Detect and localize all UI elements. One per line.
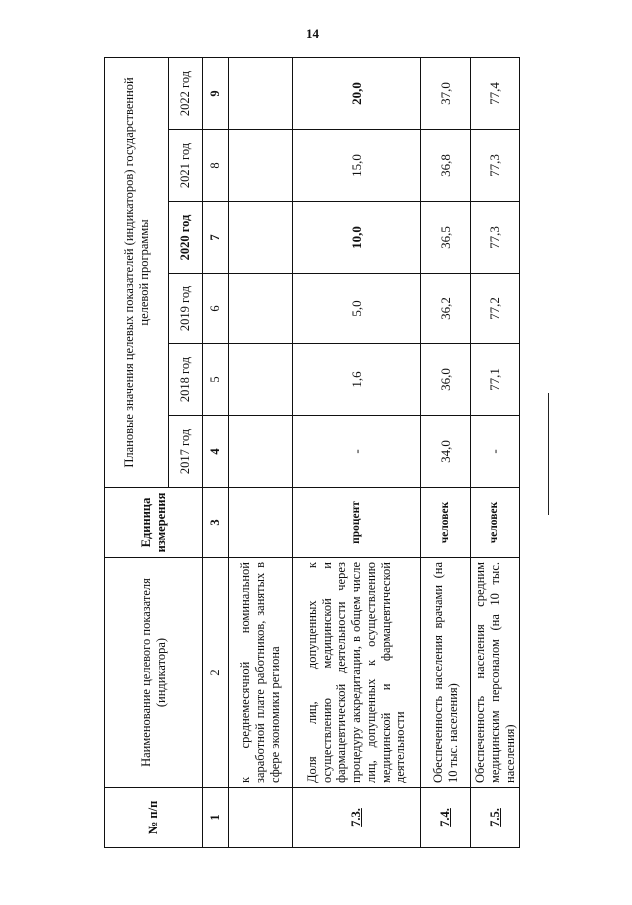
indicator-name: Обеспеченность населения врачами (на 10 тыс. населения) (421, 558, 471, 788)
col-number: 9 (203, 57, 229, 129)
side-divider-line (548, 393, 549, 515)
value-2018 (229, 344, 293, 416)
header-year-2020: 2020 год (169, 202, 203, 274)
indicator-unit: человек (421, 488, 471, 558)
indicator-name: к среднемесячной номинальной заработной плате работников, занятых в сфере экономики региона (229, 558, 293, 788)
value-2017: - (471, 416, 520, 488)
header-unit: Единица измерения (105, 488, 203, 558)
row-number: 7.4. (421, 788, 471, 848)
indicator-unit: процент (293, 488, 421, 558)
value-2020: 77,3 (471, 202, 520, 274)
value-2018: 1,6 (293, 344, 421, 416)
row-number: 7.5. (471, 788, 520, 848)
value-2020: 36,5 (421, 202, 471, 274)
value-2022: 37,0 (421, 57, 471, 129)
indicator-unit: человек (471, 488, 520, 558)
value-2022 (229, 57, 293, 129)
value-2017: 34,0 (421, 416, 471, 488)
indicator-name: Доля лиц, допущенных к осуществлению медицинской и фармацевтической деятельности через процедуру аккредитации, в общем числе лиц, допущенных к осуществлению медицинской и фармацевтической деятельности (293, 558, 421, 788)
value-2021 (229, 130, 293, 202)
value-2022: 77,4 (471, 57, 520, 129)
header-planned-values: Плановые значения целевых показателей (индикаторов) государственной целевой программы (105, 57, 169, 487)
header-num: № п/п (105, 788, 203, 848)
indicator-name: Обеспеченность населения средним медицинским персоналом (на 10 тыс. населения) (471, 558, 520, 788)
header-year-2019: 2019 год (169, 274, 203, 344)
table-row (229, 57, 293, 847)
col-number: 5 (203, 344, 229, 416)
value-2017: - (293, 416, 421, 488)
value-2021: 36,8 (421, 130, 471, 202)
header-year-2018: 2018 год (169, 344, 203, 416)
table-row (471, 57, 520, 847)
col-number: 3 (203, 488, 229, 558)
value-2019: 36,2 (421, 274, 471, 344)
rotated-table-container (104, 58, 518, 848)
value-2020 (229, 202, 293, 274)
page-number: 14 (306, 26, 319, 41)
value-2021: 77,3 (471, 130, 520, 202)
header-year-2017: 2017 год (169, 416, 203, 488)
value-2020: 10,0 (293, 202, 421, 274)
indicators-table (104, 57, 520, 848)
header-year-2021: 2021 год (169, 130, 203, 202)
value-2019: 77,2 (471, 274, 520, 344)
table-row (293, 57, 421, 847)
header-name: Наименование целевого показателя (индикатора) (105, 558, 203, 788)
col-number: 7 (203, 202, 229, 274)
value-2018: 36,0 (421, 344, 471, 416)
row-number (229, 788, 293, 848)
col-number: 6 (203, 274, 229, 344)
col-number: 2 (203, 558, 229, 788)
header-row (105, 57, 169, 847)
row-number: 7.3. (293, 788, 421, 848)
value-2019 (229, 274, 293, 344)
col-number: 4 (203, 416, 229, 488)
value-2018: 77,1 (471, 344, 520, 416)
col-number: 8 (203, 130, 229, 202)
column-numbers-row (203, 57, 229, 847)
value-2017 (229, 416, 293, 488)
value-2022: 20,0 (293, 57, 421, 129)
col-number: 1 (203, 788, 229, 848)
table-row (421, 57, 471, 847)
value-2021: 15,0 (293, 130, 421, 202)
indicator-unit (229, 488, 293, 558)
value-2019: 5,0 (293, 274, 421, 344)
header-year-2022: 2022 год (169, 57, 203, 129)
